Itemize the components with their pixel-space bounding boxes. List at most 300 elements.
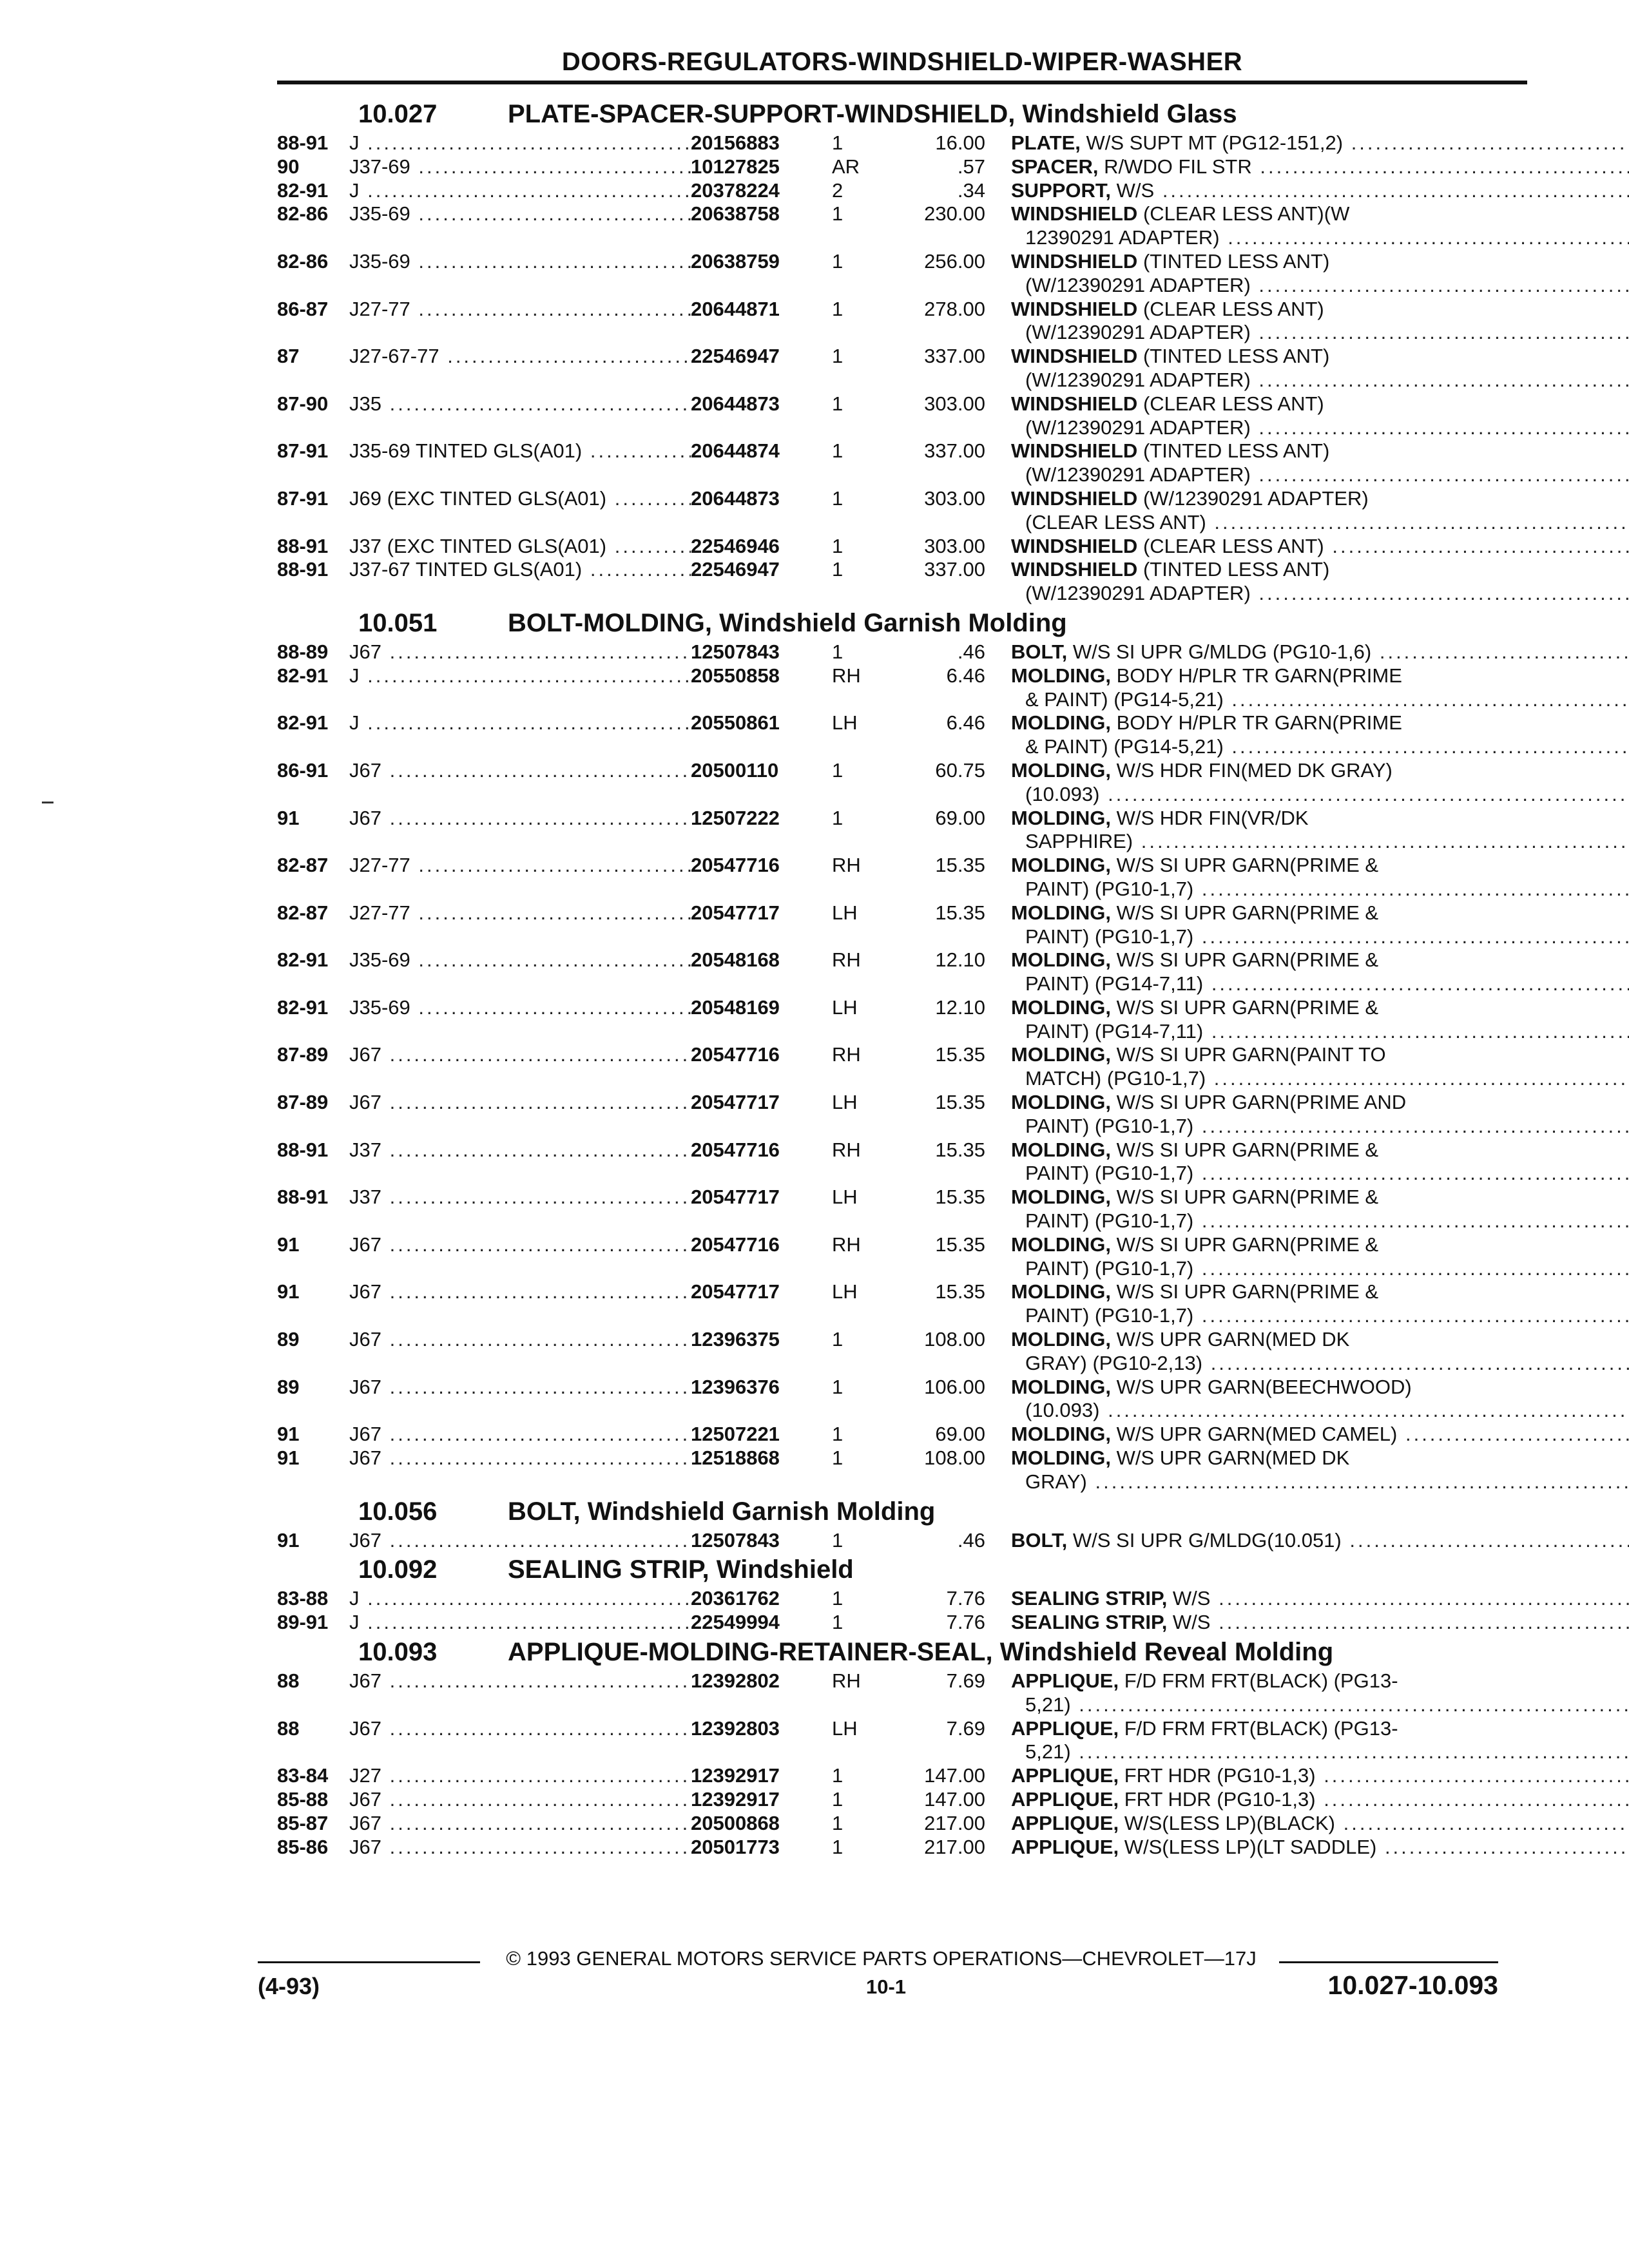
part-entry <box>277 250 1527 298</box>
part-entry <box>277 640 1527 664</box>
part-entry <box>277 1139 1527 1186</box>
model-code: J69 (EXC TINTED GLS(A01) ..... <box>349 487 691 535</box>
catalog-section <box>277 1494 1527 1553</box>
part-number: 12507221 <box>691 1423 780 1446</box>
part-description <box>1011 392 1629 440</box>
description-line: BOLT, W/S SI UPR G/MLDG (PG10-1,6) ..... <box>1011 640 1629 664</box>
part-entry <box>277 131 1527 155</box>
part-description <box>1011 1186 1629 1233</box>
part-entry <box>277 1717 1527 1765</box>
model-code: J67 ..... <box>349 1717 691 1765</box>
model-code: J ..... <box>349 131 691 155</box>
part-entry <box>277 345 1527 392</box>
description-line: APPLIQUE, F/D FRM FRT(BLACK) (PG13- <box>1011 1669 1398 1693</box>
description-line: MOLDING, W/S UPR GARN(MED DK <box>1011 1446 1350 1470</box>
description-line: MOLDING, W/S UPR GARN(MED DK <box>1011 1328 1350 1351</box>
part-number: 20547716 <box>691 854 780 877</box>
margin-mark <box>42 802 53 803</box>
model-code: J67 ..... <box>349 1446 691 1494</box>
part-description <box>1011 1529 1629 1553</box>
catalog-section <box>277 1552 1527 1635</box>
part-entry <box>277 155 1527 179</box>
section-title: BOLT, Windshield Garnish Molding <box>508 1497 936 1526</box>
part-number: 22546946 <box>691 534 780 557</box>
description-line: PAINT) (PG10-1,7) ..... <box>1011 1209 1629 1233</box>
model-code: J67 ..... <box>349 1836 691 1860</box>
description-line: PAINT) (PG10-1,7) ..... <box>1011 878 1629 901</box>
model-years: 89-91 <box>277 1611 329 1634</box>
quantity: RH <box>832 948 861 972</box>
part-entry <box>277 1836 1527 1860</box>
part-description <box>1011 1788 1629 1812</box>
price: 69.00 <box>935 806 985 829</box>
model-years: 82-86 <box>277 249 329 273</box>
price: 15.35 <box>935 1233 985 1256</box>
description-line: SUPPORT, W/S ..... <box>1011 179 1629 203</box>
price: .34 <box>957 178 985 202</box>
quantity: 1 <box>832 1788 843 1811</box>
model-code: J67 ..... <box>349 1328 691 1376</box>
section-heading <box>277 606 1527 640</box>
quantity: 1 <box>832 1587 843 1610</box>
description-line: (W/12390291 ADAPTER) ..... <box>1011 369 1629 392</box>
part-number: 20547717 <box>691 1186 780 1209</box>
section-title: SEALING STRIP, Windshield <box>508 1555 854 1584</box>
quantity: LH <box>832 995 858 1019</box>
price: 106.00 <box>924 1375 985 1398</box>
model-years: 91 <box>277 1528 300 1552</box>
part-entry <box>277 1669 1527 1717</box>
model-code: J67 ..... <box>349 1043 691 1091</box>
price: 337.00 <box>924 345 985 368</box>
model-years: 82-91 <box>277 178 329 202</box>
model-years: 88-89 <box>277 640 329 663</box>
part-number: 20378224 <box>691 178 780 202</box>
description-line: MOLDING, W/S SI UPR GARN(PRIME & <box>1011 1186 1379 1209</box>
part-description <box>1011 1669 1629 1717</box>
quantity: RH <box>832 664 861 687</box>
model-code: J ..... <box>349 1611 691 1635</box>
part-description <box>1011 901 1629 949</box>
quantity: 1 <box>832 1611 843 1634</box>
part-description <box>1011 1764 1629 1788</box>
quantity: 1 <box>832 1528 843 1552</box>
quantity: LH <box>832 1280 858 1303</box>
part-number: 12392802 <box>691 1669 780 1693</box>
description-line: (10.093) ..... <box>1011 783 1629 807</box>
quantity: 1 <box>832 1764 843 1787</box>
description-line: GRAY) ..... <box>1011 1470 1629 1494</box>
description-line: (W/12390291 ADAPTER) ..... <box>1011 321 1629 345</box>
quantity: LH <box>832 901 858 924</box>
description-line: WINDSHIELD (TINTED LESS ANT) <box>1011 249 1330 273</box>
model-years: 82-87 <box>277 901 329 924</box>
section-title: PLATE-SPACER-SUPPORT-WINDSHIELD, Windshield Glass <box>508 100 1237 128</box>
model-years: 85-87 <box>277 1811 329 1834</box>
description-line: MOLDING, W/S SI UPR GARN(PRIME & <box>1011 948 1379 972</box>
description-line: MOLDING, W/S SI UPR GARN(PRIME & <box>1011 854 1379 877</box>
model-years: 87-90 <box>277 392 329 415</box>
part-number: 12396376 <box>691 1375 780 1398</box>
model-code: J ..... <box>349 711 691 759</box>
price: 230.00 <box>924 202 985 226</box>
quantity: 1 <box>832 1328 843 1351</box>
model-code: J27-77 ..... <box>349 298 691 345</box>
part-description <box>1011 1423 1629 1446</box>
part-description <box>1011 1587 1629 1611</box>
description-line: SPACER, R/WDO FIL STR ..... <box>1011 155 1629 179</box>
model-code: J35-69 TINTED GLS(A01) ..... <box>349 439 691 487</box>
quantity: 2 <box>832 178 843 202</box>
model-years: 91 <box>277 1280 300 1303</box>
part-entry <box>277 1788 1527 1812</box>
quantity: 1 <box>832 297 843 320</box>
part-entry <box>277 1529 1527 1553</box>
quantity: 1 <box>832 1375 843 1398</box>
price: .46 <box>957 640 985 663</box>
model-years: 85-88 <box>277 1788 329 1811</box>
part-entry <box>277 1328 1527 1376</box>
part-number: 20547717 <box>691 1091 780 1114</box>
quantity: 1 <box>832 486 843 510</box>
price: 15.35 <box>935 1091 985 1114</box>
model-code: J35 ..... <box>349 392 691 440</box>
quantity: 1 <box>832 534 843 557</box>
part-entry <box>277 854 1527 901</box>
part-number: 20547717 <box>691 1280 780 1303</box>
part-entry <box>277 996 1527 1044</box>
section-heading <box>277 97 1527 131</box>
description-line: BOLT, W/S SI UPR G/MLDG(10.051) ..... <box>1011 1529 1629 1553</box>
part-number: 20550861 <box>691 711 780 735</box>
model-code: J37 ..... <box>349 1186 691 1233</box>
price: 337.00 <box>924 439 985 463</box>
price: 7.69 <box>946 1669 985 1693</box>
price: 278.00 <box>924 297 985 320</box>
model-code: J67 ..... <box>349 1812 691 1836</box>
part-number: 22546947 <box>691 345 780 368</box>
description-line: WINDSHIELD (CLEAR LESS ANT) <box>1011 297 1324 320</box>
part-description <box>1011 1446 1629 1494</box>
description-line: WINDSHIELD (TINTED LESS ANT) <box>1011 439 1330 463</box>
part-number: 20638759 <box>691 249 780 273</box>
price: .57 <box>957 155 985 178</box>
price: 256.00 <box>924 249 985 273</box>
part-description <box>1011 1812 1629 1836</box>
part-entry <box>277 664 1527 712</box>
part-description <box>1011 1611 1629 1635</box>
part-description <box>1011 1139 1629 1186</box>
model-code: J37 ..... <box>349 1139 691 1186</box>
part-number: 20547716 <box>691 1233 780 1256</box>
description-line: (W/12390291 ADAPTER) ..... <box>1011 416 1629 440</box>
quantity: RH <box>832 1669 861 1693</box>
price: 15.35 <box>935 1280 985 1303</box>
section-title: BOLT-MOLDING, Windshield Garnish Molding <box>508 608 1067 637</box>
model-code: J67 ..... <box>349 640 691 664</box>
part-number: 12392917 <box>691 1764 780 1787</box>
part-number: 20644871 <box>691 297 780 320</box>
quantity: 1 <box>832 1446 843 1470</box>
part-number: 20361762 <box>691 1587 780 1610</box>
description-line: MOLDING, W/S UPR GARN(BEECHWOOD) <box>1011 1375 1412 1398</box>
part-number: 20547716 <box>691 1043 780 1066</box>
part-entry <box>277 1233 1527 1281</box>
part-number: 12518868 <box>691 1446 780 1470</box>
part-number: 20156883 <box>691 131 780 154</box>
quantity: RH <box>832 1138 861 1161</box>
part-description <box>1011 179 1629 203</box>
model-code: J37-67 TINTED GLS(A01) ..... <box>349 558 691 606</box>
model-code: J27-67-77 ..... <box>349 345 691 392</box>
description-line: WINDSHIELD (CLEAR LESS ANT) <box>1011 392 1324 415</box>
quantity: 1 <box>832 1835 843 1858</box>
part-description <box>1011 948 1629 996</box>
quantity: 1 <box>832 439 843 463</box>
header-rule <box>277 81 1527 84</box>
catalog-section <box>277 97 1527 606</box>
part-description <box>1011 1376 1629 1423</box>
description-line: SEALING STRIP, W/S ..... <box>1011 1611 1629 1635</box>
description-line: & PAINT) (PG14-5,21) ..... <box>1011 735 1629 759</box>
description-line: MOLDING, BODY H/PLR TR GARN(PRIME <box>1011 711 1402 735</box>
section-heading <box>277 1494 1527 1529</box>
part-description <box>1011 1091 1629 1139</box>
part-number: 20500868 <box>691 1811 780 1834</box>
model-years: 87 <box>277 345 300 368</box>
quantity: 1 <box>832 558 843 581</box>
part-number: 20547716 <box>691 1138 780 1161</box>
description-line: PLATE, W/S SUPT MT (PG12-151,2) ..... <box>1011 131 1629 155</box>
quantity: 1 <box>832 758 843 782</box>
model-years: 85-86 <box>277 1835 329 1858</box>
model-code: J67 ..... <box>349 1233 691 1281</box>
part-description <box>1011 996 1629 1044</box>
description-line: 5,21) ..... <box>1011 1693 1629 1717</box>
part-number: 20500110 <box>691 758 779 782</box>
price: 147.00 <box>924 1788 985 1811</box>
section-number: 10.027 <box>358 100 438 128</box>
price: 7.69 <box>946 1716 985 1740</box>
price: .46 <box>957 1528 985 1552</box>
section-title: APPLIQUE-MOLDING-RETAINER-SEAL, Windshield Reveal Molding <box>508 1638 1334 1667</box>
quantity: 1 <box>832 1811 843 1834</box>
part-description <box>1011 131 1629 155</box>
page-header-title: DOORS-REGULATORS-WINDSHIELD-WIPER-WASHER <box>561 48 1243 76</box>
part-description <box>1011 202 1629 250</box>
part-description <box>1011 345 1629 392</box>
model-code: J37 (EXC TINTED GLS(A01) ..... <box>349 535 691 559</box>
model-years: 83-88 <box>277 1587 329 1610</box>
price: 303.00 <box>924 486 985 510</box>
quantity: LH <box>832 1716 858 1740</box>
part-description <box>1011 439 1629 487</box>
part-number: 22546947 <box>691 558 780 581</box>
price: 108.00 <box>924 1328 985 1351</box>
description-line: PAINT) (PG10-1,7) ..... <box>1011 1162 1629 1186</box>
part-number: 20548168 <box>691 948 780 972</box>
quantity: 1 <box>832 202 843 226</box>
description-line: SEALING STRIP, W/S ..... <box>1011 1587 1629 1611</box>
quantity: 1 <box>832 1423 843 1446</box>
price: 337.00 <box>924 558 985 581</box>
model-years: 89 <box>277 1375 300 1398</box>
quantity: LH <box>832 1186 858 1209</box>
description-line: PAINT) (PG10-1,7) ..... <box>1011 925 1629 949</box>
part-entry <box>277 487 1527 535</box>
part-entry <box>277 1376 1527 1423</box>
model-code: J27-77 ..... <box>349 901 691 949</box>
model-years: 88-91 <box>277 558 329 581</box>
part-entry <box>277 202 1527 250</box>
description-line: MOLDING, W/S HDR FIN(VR/DK <box>1011 806 1309 829</box>
catalog-section <box>277 606 1527 1494</box>
model-code: J35-69 ..... <box>349 202 691 250</box>
price: 217.00 <box>924 1811 985 1834</box>
description-line: MOLDING, BODY H/PLR TR GARN(PRIME <box>1011 664 1402 687</box>
price: 6.46 <box>946 664 985 687</box>
part-description <box>1011 250 1629 298</box>
description-line: MOLDING, W/S UPR GARN(MED CAMEL) ..... <box>1011 1423 1629 1446</box>
part-number: 12392917 <box>691 1788 780 1811</box>
price: 15.35 <box>935 1186 985 1209</box>
part-number: 20638758 <box>691 202 780 226</box>
description-line: (CLEAR LESS ANT) ..... <box>1011 511 1629 535</box>
description-line: PAINT) (PG10-1,7) ..... <box>1011 1257 1629 1281</box>
description-line: MOLDING, W/S SI UPR GARN(PRIME & <box>1011 995 1379 1019</box>
model-years: 86-91 <box>277 758 329 782</box>
description-line: APPLIQUE, W/S(LESS LP)(BLACK) ..... <box>1011 1812 1629 1836</box>
model-years: 87-89 <box>277 1043 329 1066</box>
model-years: 91 <box>277 1446 300 1470</box>
model-code: J67 ..... <box>349 1376 691 1423</box>
part-entry <box>277 1043 1527 1091</box>
quantity: 1 <box>832 806 843 829</box>
footer-section-range: 10.027-10.093 <box>1327 1970 1498 2000</box>
part-description <box>1011 1280 1629 1328</box>
part-entry <box>277 807 1527 854</box>
part-number: 20548169 <box>691 995 780 1019</box>
description-line: (10.093) ..... <box>1011 1399 1629 1423</box>
model-years: 82-87 <box>277 854 329 877</box>
description-line: WINDSHIELD (CLEAR LESS ANT) ..... <box>1011 535 1629 559</box>
quantity: 1 <box>832 640 843 663</box>
part-entry <box>277 1186 1527 1233</box>
model-years: 88-91 <box>277 131 329 154</box>
part-entry <box>277 1812 1527 1836</box>
quantity: RH <box>832 1233 861 1256</box>
description-line: APPLIQUE, FRT HDR (PG10-1,3) ..... <box>1011 1788 1629 1812</box>
description-line: WINDSHIELD (CLEAR LESS ANT)(W <box>1011 202 1350 226</box>
part-description <box>1011 854 1629 901</box>
model-code: J67 ..... <box>349 759 691 807</box>
description-line: APPLIQUE, FRT HDR (PG10-1,3) ..... <box>1011 1764 1629 1788</box>
price: 15.35 <box>935 854 985 877</box>
model-years: 82-86 <box>277 202 329 226</box>
part-entry <box>277 1423 1527 1446</box>
model-code: J ..... <box>349 179 691 203</box>
quantity: RH <box>832 1043 861 1066</box>
part-entry <box>277 948 1527 996</box>
model-years: 82-91 <box>277 948 329 972</box>
part-entry <box>277 1446 1527 1494</box>
quantity: LH <box>832 1091 858 1114</box>
part-number: 20644873 <box>691 486 780 510</box>
description-line: & PAINT) (PG14-5,21) ..... <box>1011 688 1629 712</box>
part-number: 20501773 <box>691 1835 780 1858</box>
description-line: APPLIQUE, W/S(LESS LP)(LT SADDLE) ..... <box>1011 1836 1629 1860</box>
price: 15.35 <box>935 901 985 924</box>
model-years: 88 <box>277 1669 300 1693</box>
quantity: 1 <box>832 392 843 415</box>
model-years: 87-89 <box>277 1091 329 1114</box>
part-description <box>1011 1328 1629 1376</box>
price: 15.35 <box>935 1138 985 1161</box>
price: 7.76 <box>946 1611 985 1634</box>
price: 217.00 <box>924 1835 985 1858</box>
description-line: WINDSHIELD (TINTED LESS ANT) <box>1011 558 1330 581</box>
part-number: 20644873 <box>691 392 780 415</box>
description-line: MATCH) (PG10-1,7) ..... <box>1011 1067 1629 1091</box>
part-entry <box>277 392 1527 440</box>
part-description <box>1011 535 1629 559</box>
price: 108.00 <box>924 1446 985 1470</box>
model-code: J67 ..... <box>349 1280 691 1328</box>
part-entry <box>277 1280 1527 1328</box>
description-line: MOLDING, W/S SI UPR GARN(PRIME & <box>1011 1138 1379 1161</box>
description-line: WINDSHIELD (TINTED LESS ANT) <box>1011 345 1330 368</box>
price: 69.00 <box>935 1423 985 1446</box>
part-entry <box>277 1764 1527 1788</box>
footer-copyright: © 1993 GENERAL MOTORS SERVICE PARTS OPERATIONS—CHEVROLET—17J <box>506 1947 1257 1970</box>
part-number: 22549994 <box>691 1611 780 1634</box>
description-line: (W/12390291 ADAPTER) ..... <box>1011 274 1629 298</box>
description-line: (W/12390291 ADAPTER) ..... <box>1011 463 1629 487</box>
part-entry <box>277 1587 1527 1611</box>
quantity: 1 <box>832 249 843 273</box>
part-number: 12507843 <box>691 640 780 663</box>
model-years: 89 <box>277 1328 300 1351</box>
price: 147.00 <box>924 1764 985 1787</box>
part-entry <box>277 298 1527 345</box>
part-description <box>1011 664 1629 712</box>
model-years: 88 <box>277 1716 300 1740</box>
model-code: J67 ..... <box>349 1423 691 1446</box>
part-number: 12507222 <box>691 806 780 829</box>
description-line: MOLDING, W/S SI UPR GARN(PRIME & <box>1011 1280 1379 1303</box>
model-years: 82-91 <box>277 711 329 735</box>
part-description <box>1011 711 1629 759</box>
part-description <box>1011 1836 1629 1860</box>
price: 12.10 <box>935 948 985 972</box>
model-code: J37-69 ..... <box>349 155 691 179</box>
model-code: J67 ..... <box>349 1091 691 1139</box>
model-code: J35-69 ..... <box>349 250 691 298</box>
catalog-section <box>277 1635 1527 1859</box>
description-line: PAINT) (PG14-7,11) ..... <box>1011 1020 1629 1044</box>
model-years: 87-91 <box>277 486 329 510</box>
part-entry <box>277 1611 1527 1635</box>
description-line: MOLDING, W/S SI UPR GARN(PRIME & <box>1011 1233 1379 1256</box>
model-years: 91 <box>277 806 300 829</box>
part-entry <box>277 759 1527 807</box>
model-years: 88-91 <box>277 1138 329 1161</box>
model-years: 91 <box>277 1233 300 1256</box>
model-years: 82-91 <box>277 995 329 1019</box>
part-description <box>1011 1043 1629 1091</box>
part-number: 20644874 <box>691 439 780 463</box>
model-code: J ..... <box>349 664 691 712</box>
